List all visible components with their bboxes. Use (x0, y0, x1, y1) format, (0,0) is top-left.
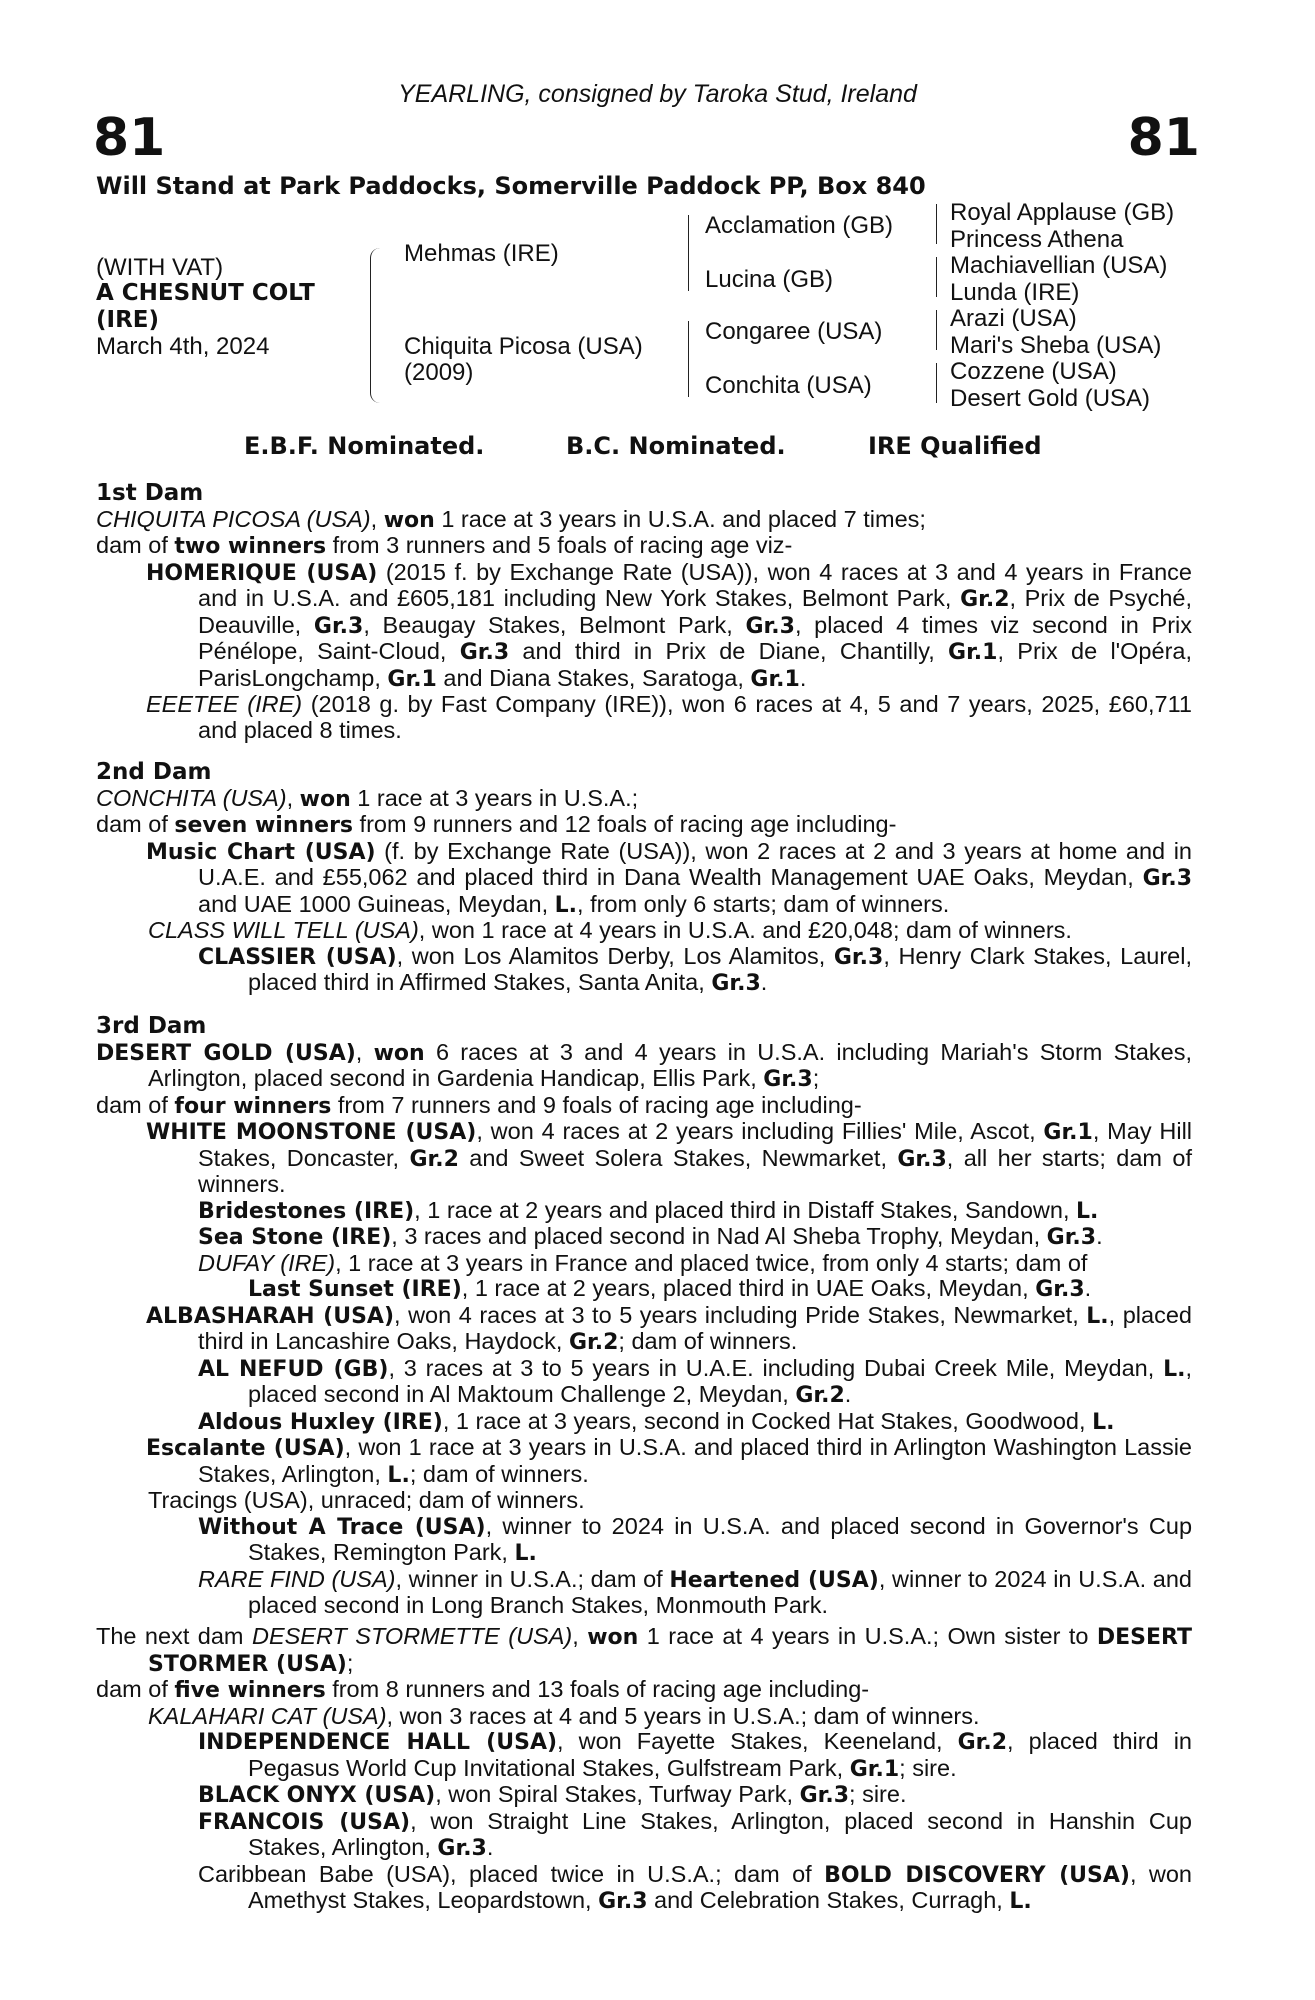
text: . (1084, 1275, 1092, 1301)
text: , won Los Alamitos Derby, Los Alamitos, (396, 942, 834, 969)
grade: Gr.3 (459, 640, 510, 665)
ebf-nomination: E.B.F. Nominated. (244, 432, 485, 460)
text: , 1 race at 3 years, second in Cocked Hat Stakes, Goodwood, (442, 1407, 1093, 1434)
text: dam of (96, 811, 175, 837)
pedigree-sire-sire: Acclamation (GB) (705, 212, 894, 239)
grade: Gr.3 (745, 613, 795, 639)
horse-name: Bridestones (IRE) (198, 1198, 415, 1224)
produce-entry (96, 1809, 1192, 1862)
pedigree-sire: Mehmas (IRE) (404, 240, 559, 267)
text: (f. by Exchange Rate (USA)), won 2 races at 2 and 3 years at home and in U.A.E. and £55,062 and placed third in Dana Wealth Management UAE Oaks, Meydan, (198, 837, 1193, 890)
produce-entry (96, 1435, 1192, 1488)
text: , won 3 races at 4 and 5 years in U.S.A.; dam of winners. (386, 1702, 980, 1729)
produce-entry (96, 1224, 1192, 1251)
text: The next dam (96, 1623, 252, 1649)
text: , Prix de Psyché, Deauville, (198, 585, 1192, 638)
consignment-line: YEARLING, consigned by Taroka Stud, Ireland (398, 80, 917, 108)
pedigree-sire-dam: Lucina (GB) (705, 266, 834, 293)
horse-name: Without A Trace (USA) (198, 1514, 486, 1540)
text: dam of (96, 532, 175, 558)
separator: , (572, 1623, 588, 1649)
second-dam-section (96, 760, 1192, 997)
winners-count: seven winners (174, 813, 354, 838)
text: ; dam of winners. (618, 1328, 798, 1354)
grade: Gr.2 (960, 587, 1010, 612)
text: , placed second in Al Maktoum Challenge 2, Meydan, (248, 1354, 1192, 1407)
horse-name: FRANCOIS (USA) (198, 1809, 411, 1835)
grade: Gr.2 (409, 1146, 459, 1172)
pedigree-bracket (936, 257, 946, 297)
grade: Gr.1 (1043, 1120, 1093, 1145)
first-dam-line (96, 507, 1192, 534)
second-dam-line (96, 786, 1192, 813)
pedigree-g3: Princess Athena (950, 226, 1124, 253)
separator: , (286, 784, 300, 811)
text: , won 1 race at 4 years in U.S.A. and £20,048; dam of winners. (418, 917, 1072, 943)
horse-name: WHITE MOONSTONE (USA) (146, 1120, 477, 1145)
pedigree-dam-sire: Congaree (USA) (705, 318, 883, 345)
text: , Prix de l'Opéra, ParisLongchamp, (198, 638, 1192, 691)
text: from 7 runners and 9 foals of racing age including- (331, 1091, 862, 1118)
text: , winner to 2024 in U.S.A. and placed second in Long Branch Stakes, Monmouth Park. (248, 1565, 1192, 1618)
grade: Gr.3 (1142, 866, 1192, 891)
horse-name: Music Chart (USA) (146, 839, 376, 865)
produce-entry (96, 944, 1192, 997)
text: , placed 4 times viz second in Prix Pénélope, Saint-Cloud, (198, 611, 1192, 664)
text: , Beaugay Stakes, Belmont Park, (363, 611, 746, 638)
pedigree-g3: Royal Applause (GB) (950, 199, 1175, 226)
won-label: won (383, 507, 435, 533)
first-dam-section (96, 481, 1192, 743)
text: , won Amethyst Stakes, Leopardstown, (248, 1860, 1192, 1913)
produce-entry (96, 1862, 1192, 1915)
text: . (760, 969, 768, 995)
text: , won Spiral Stakes, Turfway Park, (435, 1781, 800, 1807)
produce-summary (96, 1677, 1192, 1704)
pedigree-dam-dam: Conchita (USA) (705, 372, 872, 399)
third-dam-section (96, 1014, 1192, 1619)
text: , 1 race at 2 years and placed third in Distaff Stakes, Sandown, (414, 1196, 1077, 1223)
horse-name: DESERT STORMER (USA) (148, 1625, 1193, 1677)
won-label: won (299, 786, 351, 812)
text: , Henry Clark Stakes, Laurel, placed third in Affirmed Stakes, Santa Anita, (248, 942, 1192, 995)
produce-entry (96, 918, 1192, 944)
horse-name: HOMERIQUE (USA) (146, 560, 378, 586)
grade: Gr.3 (437, 1836, 487, 1861)
grade: L. (1092, 1409, 1115, 1435)
bc-nomination: B.C. Nominated. (566, 432, 786, 460)
text: . (844, 1381, 852, 1407)
text: ; (346, 1649, 354, 1676)
pedigree-bracket (936, 363, 946, 403)
text: , from only 6 starts; dam of winners. (577, 890, 950, 917)
produce-entry (96, 1704, 1192, 1730)
third-dam-heading: 3rd Dam (96, 1013, 207, 1039)
text: , placed third in Pegasus World Cup Invitational Stakes, Gulfstream Park, (248, 1728, 1192, 1781)
grade: Gr.3 (833, 944, 884, 970)
text: ; dam of winners. (409, 1460, 589, 1487)
horse-name: AL NEFUD (GB) (198, 1356, 389, 1382)
grade: Gr.1 (387, 666, 437, 692)
text: , 1 race at 2 years, placed third in UAE Oaks, Meydan, (461, 1275, 1036, 1301)
grade: Gr.3 (598, 1889, 648, 1914)
pedigree-dam-year: (2009) (404, 359, 474, 386)
pedigree-bracket (936, 204, 946, 244)
pedigree-g3: Machiavellian (USA) (950, 252, 1168, 279)
pedigree-g3: Cozzene (USA) (950, 358, 1117, 385)
horse-name: Heartened (USA) (669, 1567, 879, 1593)
pedigree-bracket (370, 248, 380, 403)
foaling-date: March 4th, 2024 (96, 333, 270, 360)
produce-entry: Tracings (USA), unraced; dam of winners. (148, 1487, 585, 1513)
grade: L. (1076, 1198, 1099, 1224)
horse-name: INDEPENDENCE HALL (USA) (198, 1730, 558, 1755)
produce-entry (96, 1729, 1192, 1782)
pedigree-g3: Desert Gold (USA) (950, 385, 1151, 412)
lot-title-country: (IRE) (96, 307, 160, 333)
produce-summary (96, 812, 1192, 839)
produce-entry (96, 839, 1192, 919)
record-text: 1 race at 3 years in U.S.A. and placed 7 times; (434, 505, 926, 532)
horse-name: BLACK ONYX (USA) (198, 1783, 436, 1808)
text: , May Hill Stakes, Doncaster, (198, 1118, 1193, 1171)
horse-name: Last Sunset (IRE) (248, 1277, 462, 1302)
lot-number-right: 81 (1127, 108, 1200, 168)
grade: L. (1163, 1356, 1186, 1382)
separator: , (370, 505, 384, 532)
dam-name: CONCHITA (USA) (96, 784, 287, 811)
text: , 3 races at 3 to 5 years in U.A.E. including Dubai Creek Mile, Meydan, (388, 1354, 1164, 1381)
text: ; sire. (849, 1781, 907, 1807)
text: , won Straight Line Stakes, Arlington, placed second in Hanshin Cup Stakes, Arlington, (248, 1807, 1192, 1860)
text: , placed third in Lancashire Oaks, Haydock, (198, 1301, 1192, 1354)
winners-count: four winners (174, 1093, 332, 1119)
text: , won 1 race at 3 years in U.S.A. and placed third in Arlington Washington Lassie Stakes, Arlington, (198, 1434, 1192, 1487)
next-dam-section (96, 1624, 1192, 1915)
first-dam-heading: 1st Dam (96, 480, 204, 506)
text: , winner in U.S.A.; dam of (395, 1565, 670, 1592)
text: ; (812, 1065, 820, 1091)
text: Caribbean Babe (USA), placed twice in U.S.A.; dam of (198, 1860, 825, 1887)
grade: L. (554, 892, 578, 918)
pedigree-bracket (936, 310, 946, 350)
grade: Gr.1 (849, 1756, 900, 1782)
text: , won 4 races at 2 years including Fillies' Mile, Ascot, (476, 1118, 1044, 1144)
produce-entry (96, 1514, 1192, 1567)
text: , winner to 2024 in U.S.A. and placed second in Governor's Cup Stakes, Remington Park, (248, 1512, 1193, 1565)
produce-entry (96, 560, 1192, 693)
horse-name: EEETEE (IRE) (146, 691, 303, 717)
text: , 1 race at 3 years in France and placed twice, from only 4 starts; dam of (335, 1249, 1088, 1276)
pedigree-dam: Chiquita Picosa (USA) (404, 333, 643, 360)
produce-entry (96, 1251, 1192, 1277)
horse-name: CLASS WILL TELL (USA) (148, 917, 419, 943)
grade: L. (1009, 1889, 1032, 1914)
horse-name: BOLD DISCOVERY (USA) (824, 1862, 1130, 1888)
grade: Gr.3 (897, 1146, 947, 1172)
grade: Gr.2 (795, 1383, 845, 1408)
won-label: won (587, 1625, 639, 1650)
text: and Celebration Stakes, Curragh, (647, 1887, 1010, 1913)
text: and third in Prix de Diane, Chantilly, (509, 638, 949, 664)
pedigree-g3: Mari's Sheba (USA) (950, 332, 1162, 359)
third-dam-line (96, 1040, 1192, 1093)
grade: Gr.2 (568, 1330, 619, 1355)
text: , all her starts; dam of winners. (198, 1144, 1192, 1197)
grade: L. (1086, 1303, 1109, 1329)
grade: L. (514, 1541, 537, 1566)
horse-name: Aldous Huxley (IRE) (198, 1409, 443, 1435)
record-text: 1 race at 3 years in U.S.A.; (350, 784, 639, 811)
horse-name: RARE FIND (USA) (198, 1565, 396, 1592)
grade: Gr.1 (750, 666, 800, 692)
ire-qualified: IRE Qualified (868, 432, 1042, 460)
dam-name: DESERT GOLD (USA) (96, 1040, 356, 1066)
pedigree-g3: Arazi (USA) (950, 305, 1077, 332)
lot-title: A CHESNUT COLT (96, 280, 315, 306)
text: from 3 runners and 5 foals of racing age viz- (326, 532, 793, 558)
produce-entry (96, 1303, 1192, 1356)
produce-entry (96, 1276, 1192, 1303)
dam-name: CHIQUITA PICOSA (USA) (96, 505, 371, 532)
horse-name: CLASSIER (USA) (198, 944, 397, 970)
horse-name: Sea Stone (IRE) (198, 1225, 392, 1250)
produce-entry (96, 1409, 1192, 1436)
text: . (486, 1834, 494, 1860)
grade: Gr.3 (313, 613, 364, 639)
grade: Gr.2 (957, 1730, 1008, 1755)
text: , won 4 races at 3 to 5 years including Pride Stakes, Newmarket, (394, 1301, 1087, 1328)
won-label: won (373, 1040, 425, 1066)
grade: Gr.3 (1046, 1225, 1097, 1250)
text: . (1096, 1223, 1103, 1249)
winners-count: two winners (174, 534, 327, 559)
separator: , (355, 1038, 374, 1065)
text: and UAE 1000 Guineas, Meydan, (198, 890, 555, 917)
text: from 9 runners and 12 foals of racing age including- (353, 811, 897, 837)
grade: Gr.1 (948, 640, 998, 665)
horse-name: DUFAY (IRE) (198, 1249, 336, 1276)
produce-summary (96, 1093, 1192, 1120)
produce-entry (96, 1567, 1192, 1619)
text: , 3 races and placed second in Nad Al Sheba Trophy, Meydan, (391, 1223, 1047, 1249)
next-dam-line (96, 1624, 1192, 1677)
text: from 8 runners and 13 foals of racing age including- (325, 1676, 870, 1702)
produce-entry (96, 1782, 1192, 1809)
text: and Sweet Solera Stakes, Newmarket, (458, 1144, 898, 1171)
vat-note: (WITH VAT) (96, 254, 224, 281)
text: (2018 g. by Fast Company (IRE)), won 6 races at 4, 5 and 7 years, 2025, £60,711 and placed 8 times. (198, 691, 1192, 743)
produce-summary (96, 533, 1192, 560)
horse-name: KALAHARI CAT (USA) (148, 1702, 387, 1729)
grade: Gr.3 (711, 971, 761, 996)
grade: Gr.3 (763, 1067, 813, 1092)
text: and Diana Stakes, Saratoga, (436, 664, 751, 691)
grade: Gr.3 (1035, 1277, 1085, 1302)
text: dam of (96, 1676, 175, 1702)
text: dam of (96, 1091, 175, 1118)
produce-entry (96, 1356, 1192, 1409)
text: 1 race at 4 years in U.S.A.; Own sister to (638, 1623, 1097, 1649)
text: ; sire. (899, 1754, 957, 1781)
text: . (799, 664, 807, 691)
horse-name: Escalante (USA) (146, 1436, 345, 1461)
horse-name: ALBASHARAH (USA) (146, 1303, 395, 1329)
produce-entry (96, 1198, 1192, 1225)
pedigree-bracket (688, 215, 698, 291)
grade: Gr.3 (799, 1783, 850, 1808)
pedigree-bracket (688, 321, 698, 397)
produce-entry (96, 692, 1192, 743)
record-text: 6 races at 3 and 4 years in U.S.A. including Mariah's Storm Stakes, Arlington, placed second in Gardenia Handicap, Ellis Park, (148, 1038, 1193, 1091)
produce-entry (96, 1119, 1192, 1198)
pedigree-g3: Lunda (IRE) (950, 279, 1080, 306)
dam-name: DESERT STORMETTE (USA) (251, 1623, 573, 1649)
lot-number-left: 81 (93, 108, 166, 168)
text: , won Fayette Stakes, Keeneland, (557, 1728, 958, 1754)
second-dam-heading: 2nd Dam (96, 759, 212, 785)
text: (2015 f. by Exchange Rate (USA)), won 4 races at 3 and 4 years in France and in U.S.A. and £605,181 including New York Stakes, Belmont Park, (198, 558, 1192, 611)
stand-location: Will Stand at Park Paddocks, Somerville Paddock PP, Box 840 (96, 172, 926, 200)
grade: L. (387, 1462, 410, 1488)
winners-count: five winners (174, 1678, 326, 1703)
